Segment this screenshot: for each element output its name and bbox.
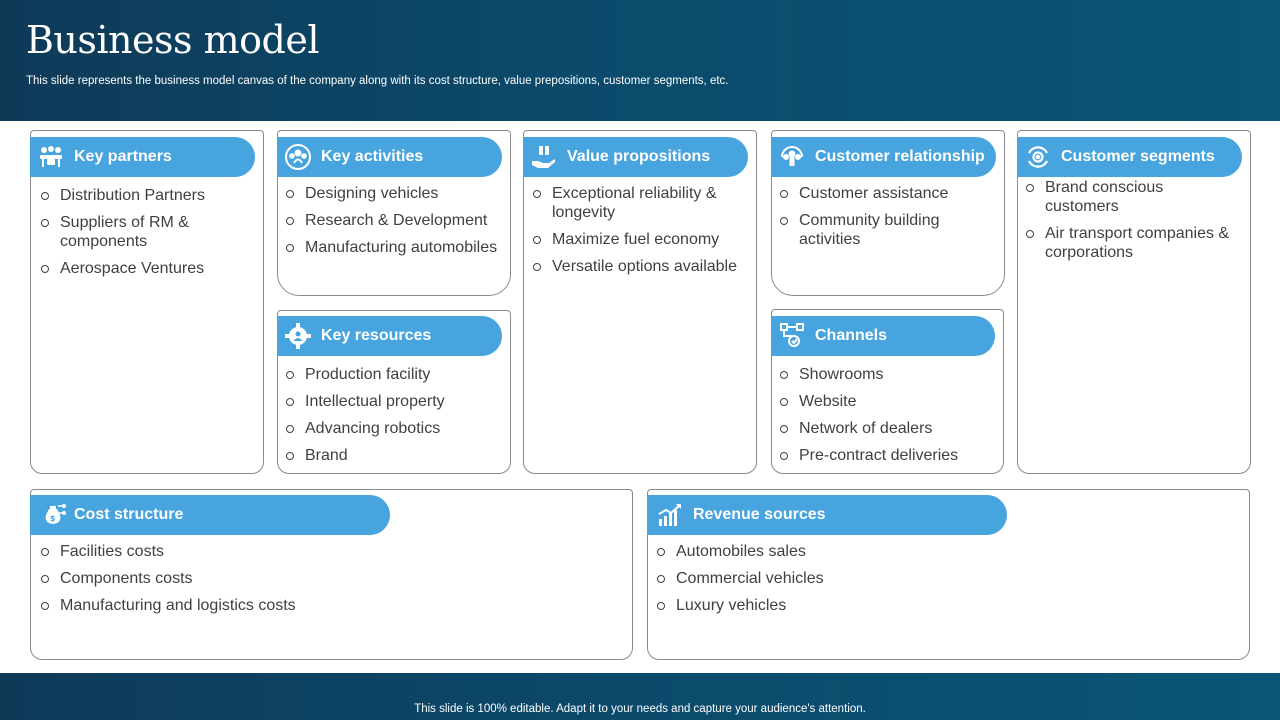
slide-title: Business model xyxy=(26,18,319,62)
channels-title: Channels xyxy=(815,327,888,344)
customer-relationship-title: Customer relationship xyxy=(815,148,985,165)
list-item: Automobiles sales xyxy=(656,542,1216,561)
list-item: Intellectual property xyxy=(285,392,500,411)
customer-segments-list xyxy=(1025,178,1240,270)
channels-header xyxy=(771,316,995,356)
key-resources-header xyxy=(277,316,502,356)
growth-chart-icon xyxy=(655,500,685,530)
list-item: Network of dealers xyxy=(779,419,994,438)
revenue-sources-list xyxy=(656,542,1216,623)
svg-text:$: $ xyxy=(50,514,56,523)
key-resources-title: Key resources xyxy=(321,327,432,344)
list-item: Brand xyxy=(285,446,500,465)
list-item: Suppliers of RM & components xyxy=(40,213,255,251)
channels-list xyxy=(779,365,994,473)
list-item: Exceptional reliability & longevity xyxy=(532,184,747,222)
slide-header xyxy=(0,0,1280,121)
target-icon xyxy=(1023,142,1053,172)
list-item: Commercial vehicles xyxy=(656,569,1216,588)
value-propositions-title: Value propositions xyxy=(567,148,711,165)
footer-text: This slide is 100% editable. Adapt it to your needs and capture your audience's attention. xyxy=(414,703,866,715)
key-resources-list xyxy=(285,365,500,473)
key-activities-list xyxy=(285,184,500,265)
people-icon xyxy=(777,142,807,172)
list-item: Website xyxy=(779,392,994,411)
list-item: Aerospace Ventures xyxy=(40,259,255,278)
list-item: Manufacturing and logistics costs xyxy=(40,596,600,615)
customer-segments-title: Customer segments xyxy=(1061,148,1215,165)
list-item: Air transport companies & corporations xyxy=(1025,224,1240,262)
key-activities-header xyxy=(277,137,502,177)
revenue-sources-title: Revenue sources xyxy=(693,506,826,523)
list-item: Components costs xyxy=(40,569,600,588)
list-item: Brand conscious customers xyxy=(1025,178,1240,216)
value-propositions-box xyxy=(523,130,757,474)
key-activities-title: Key activities xyxy=(321,148,424,165)
list-item: Maximize fuel economy xyxy=(532,230,747,249)
key-partners-box xyxy=(30,130,264,474)
list-item: Versatile options available xyxy=(532,257,747,276)
customer-segments-header xyxy=(1017,137,1242,177)
list-item: Luxury vehicles xyxy=(656,596,1216,615)
gear-people-icon xyxy=(283,321,313,351)
list-item: Community building activities xyxy=(779,211,994,249)
cost-structure-title: Cost structure xyxy=(74,506,184,523)
value-propositions-header xyxy=(523,137,748,177)
list-item: Manufacturing automobiles xyxy=(285,238,500,257)
network-icon xyxy=(777,321,807,351)
value-propositions-list xyxy=(532,184,747,284)
cost-structure-list xyxy=(40,542,600,623)
slide-footer xyxy=(0,673,1280,720)
hand-box-icon xyxy=(529,142,559,172)
customer-relationship-header xyxy=(771,137,996,177)
customer-relationship-list xyxy=(779,184,994,257)
list-item: Pre-contract deliveries xyxy=(779,446,994,465)
list-item: Advancing robotics xyxy=(285,419,500,438)
key-partners-header xyxy=(30,137,255,177)
cost-structure-header xyxy=(30,495,390,535)
list-item: Designing vehicles xyxy=(285,184,500,203)
list-item: Facilities costs xyxy=(40,542,600,561)
slide-subtitle: This slide represents the business model canvas of the company along with its cost structure, value prepositions, customer segments, etc. xyxy=(26,75,729,87)
team-icon xyxy=(283,142,313,172)
money-bag-icon xyxy=(40,500,70,530)
list-item: Research & Development xyxy=(285,211,500,230)
list-item: Distribution Partners xyxy=(40,186,255,205)
key-partners-title: Key partners xyxy=(74,148,172,165)
list-item: Customer assistance xyxy=(779,184,994,203)
list-item: Production facility xyxy=(285,365,500,384)
list-item: Showrooms xyxy=(779,365,994,384)
revenue-sources-header xyxy=(647,495,1007,535)
meeting-icon xyxy=(36,142,66,172)
key-partners-list xyxy=(40,186,255,286)
